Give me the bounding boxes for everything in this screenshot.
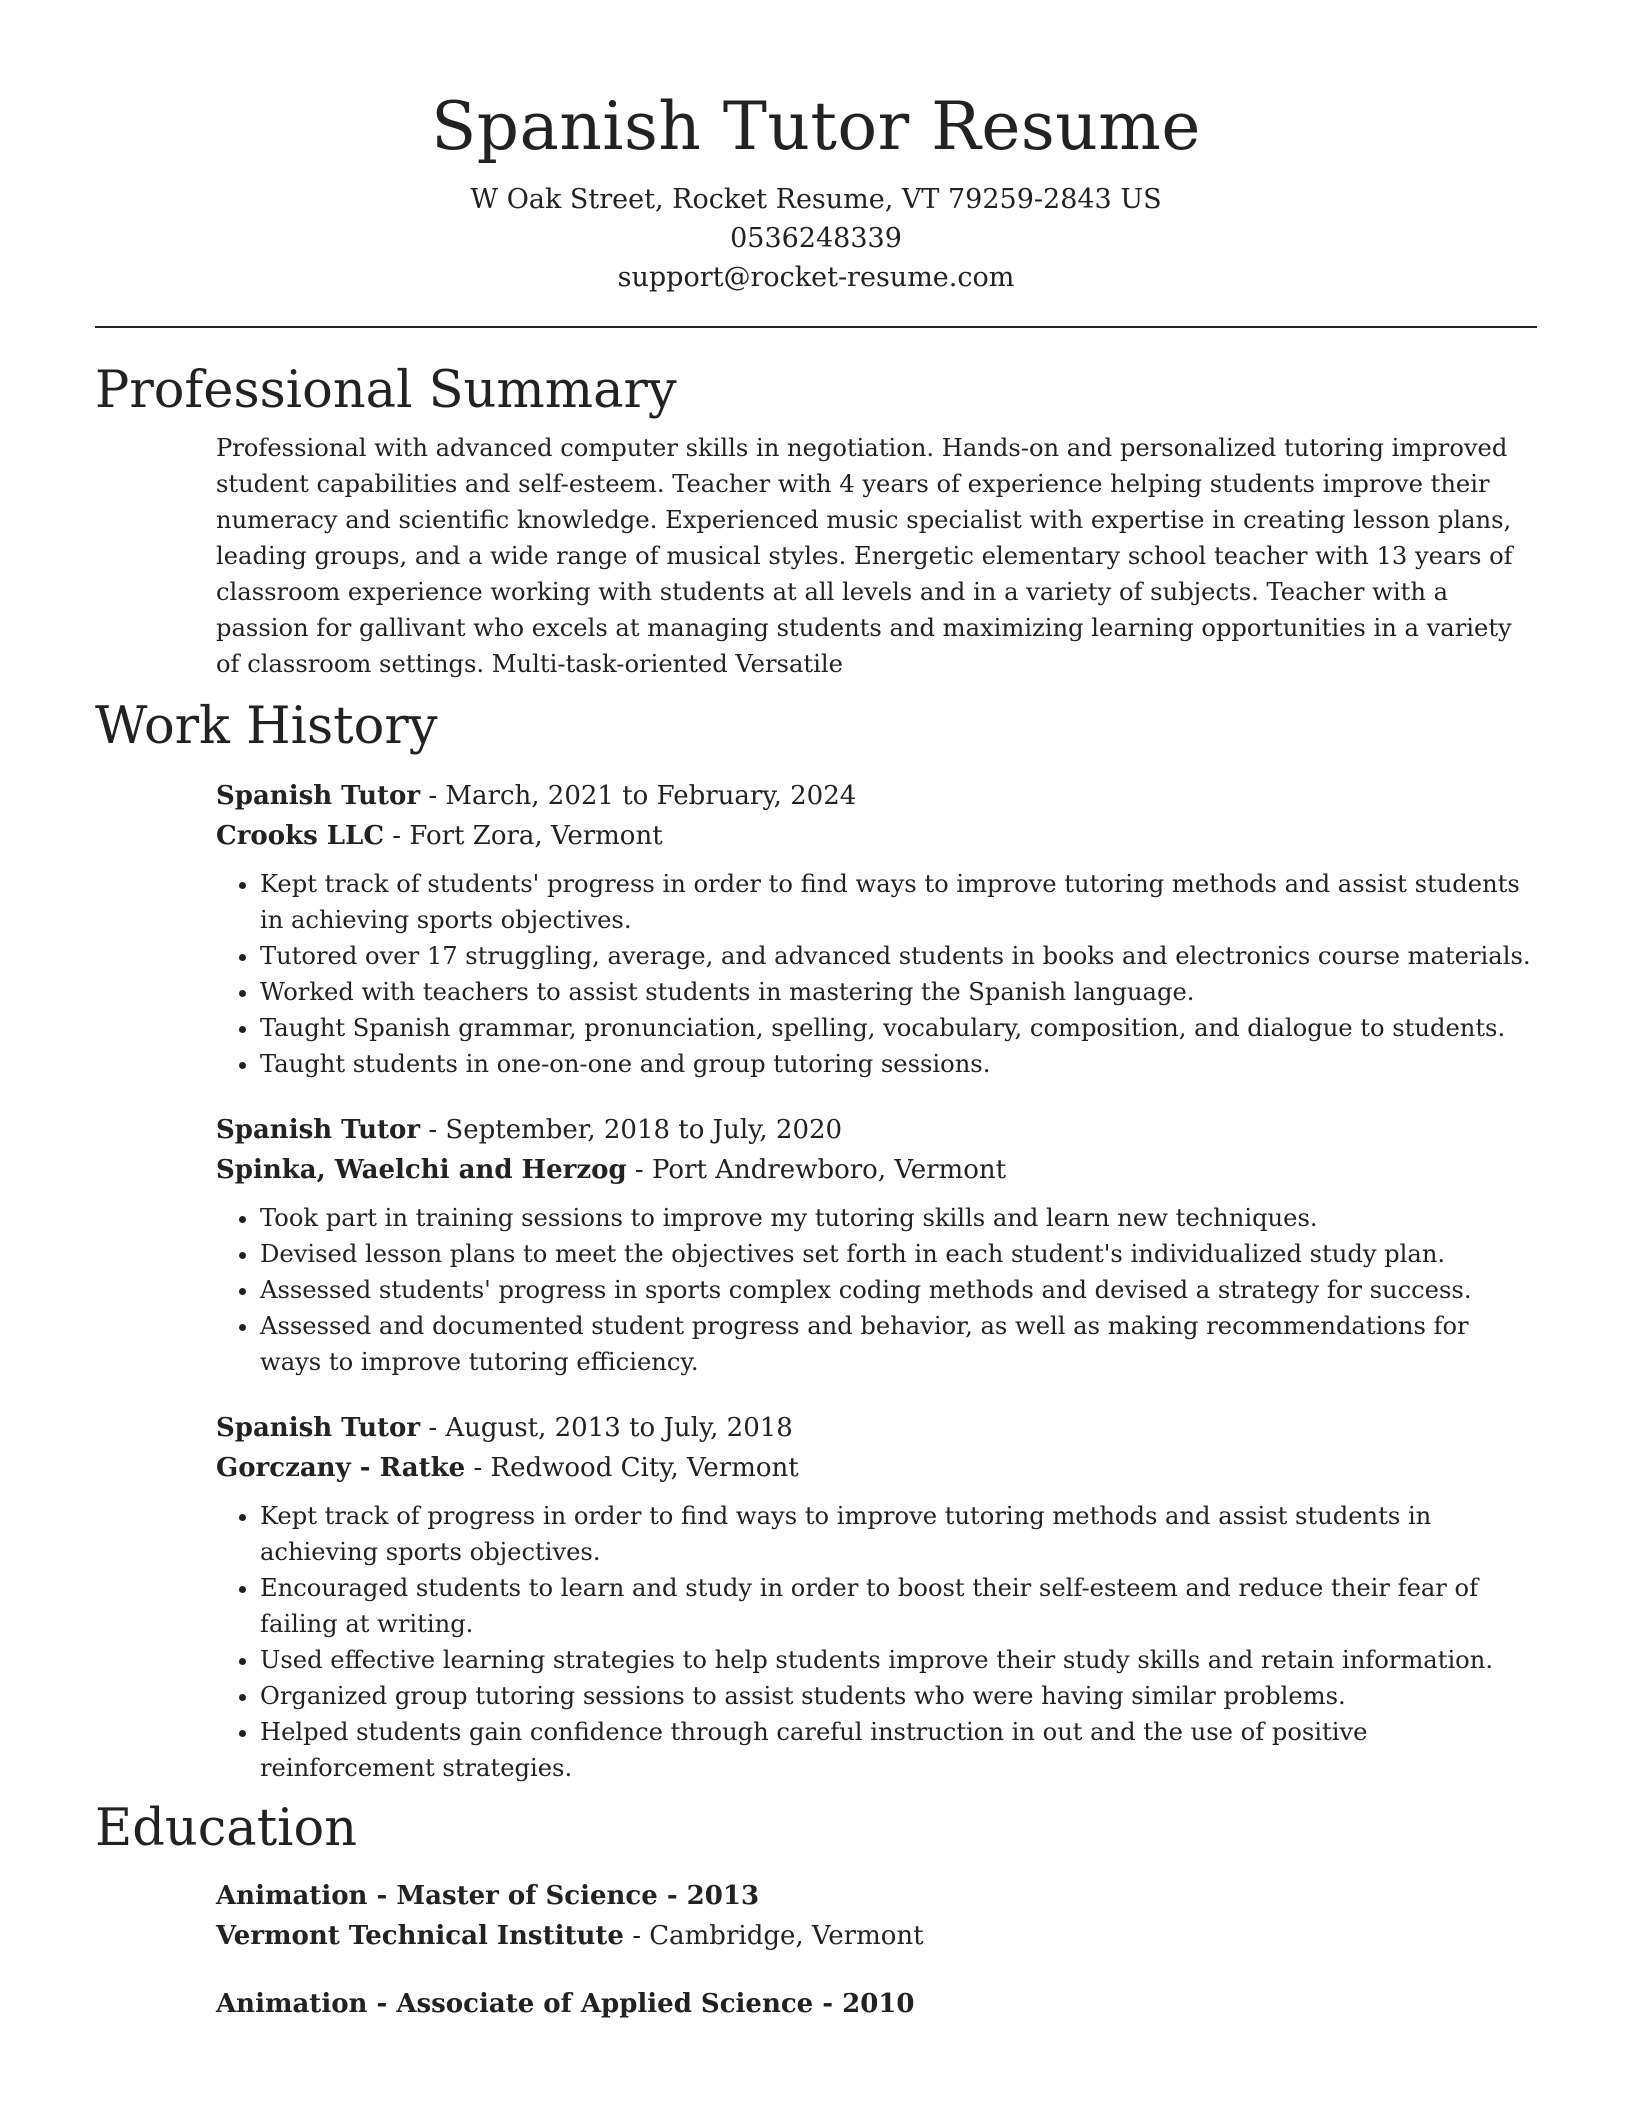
work-history-list xyxy=(216,776,1537,1786)
job-bullet: • Assessed and documented student progress and behavior, as well as making recommendations for ways to improve tutoring efficiency. xyxy=(260,1308,1537,1380)
job-bullet: • Used effective learning strategies to help students improve their study skills and retain information. xyxy=(260,1642,1537,1678)
job-company: Spinka, Waelchi and Herzog xyxy=(216,1155,627,1185)
job-bullet: • Encouraged students to learn and study in order to boost their self-esteem and reduce their fear of failing at writing. xyxy=(260,1570,1537,1642)
education-degree: Animation - Master of Science - 2013 xyxy=(216,1881,760,1911)
resume-header xyxy=(95,0,1537,297)
job-entry xyxy=(216,776,1537,1082)
job-dates: - September, 2018 to July, 2020 xyxy=(420,1115,843,1145)
job-bullet: • Assessed students' progress in sports complex coding methods and devised a strategy for success. xyxy=(260,1272,1537,1308)
education-location: - Cambridge, Vermont xyxy=(623,1921,924,1951)
resume-title: Spanish Tutor Resume xyxy=(431,88,1201,165)
job-bullet: • Taught Spanish grammar, pronunciation, spelling, vocabulary, composition, and dialogue to students. xyxy=(260,1010,1537,1046)
job-company-line xyxy=(216,1448,1537,1488)
job-company-line xyxy=(216,1150,1537,1190)
job-bullet: • Tutored over 17 struggling, average, and advanced students in books and electronics course materials. xyxy=(260,938,1537,974)
job-dates: - August, 2013 to July, 2018 xyxy=(420,1413,793,1443)
education-entry xyxy=(216,1984,1537,2024)
job-title-line xyxy=(216,1110,1537,1150)
job-bullet: • Devised lesson plans to meet the objectives set forth in each student's individualized study plan. xyxy=(260,1236,1537,1272)
contact-email: support@rocket-resume.com xyxy=(617,262,1015,293)
work-history-heading: Work History xyxy=(95,697,438,756)
contact-phone: 0536248339 xyxy=(730,223,902,254)
job-company: Gorczany - Ratke xyxy=(216,1453,466,1483)
job-role: Spanish Tutor xyxy=(216,1115,421,1145)
job-bullet: • Took part in training sessions to improve my tutoring skills and learn new techniques. xyxy=(260,1200,1537,1236)
education-heading: Education xyxy=(95,1799,358,1858)
job-bullet-list xyxy=(216,866,1537,1082)
work-history-section xyxy=(95,696,1537,1786)
education-degree: Animation - Associate of Applied Science - 2010 xyxy=(216,1989,915,2019)
job-bullet: • Taught students in one-on-one and group tutoring sessions. xyxy=(260,1046,1537,1082)
contact-address: W Oak Street, Rocket Resume, VT 79259-2843 US xyxy=(470,184,1162,215)
education-list xyxy=(216,1876,1537,2024)
education-section xyxy=(95,1798,1537,2024)
job-title-line xyxy=(216,1408,1537,1448)
job-title-line xyxy=(216,776,1537,816)
job-company: Crooks LLC xyxy=(216,821,385,851)
job-role: Spanish Tutor xyxy=(216,781,421,811)
job-dates: - March, 2021 to February, 2024 xyxy=(420,781,857,811)
job-location: - Port Andrewboro, Vermont xyxy=(626,1155,1007,1185)
job-bullet: • Helped students gain confidence through careful instruction in out and the use of positive reinforcement strategies. xyxy=(260,1714,1537,1786)
education-entry xyxy=(216,1876,1537,1956)
job-location: - Fort Zora, Vermont xyxy=(384,821,663,851)
education-school: Vermont Technical Institute xyxy=(216,1921,624,1951)
job-company-line xyxy=(216,816,1537,856)
job-bullet: • Organized group tutoring sessions to assist students who were having similar problems. xyxy=(260,1678,1537,1714)
education-school-line xyxy=(216,1916,1537,1956)
job-bullet: • Kept track of progress in order to find ways to improve tutoring methods and assist students in achieving sports objectives. xyxy=(260,1498,1537,1570)
header-divider xyxy=(95,326,1537,328)
contact-info xyxy=(95,180,1537,297)
job-bullet: • Worked with teachers to assist students in mastering the Spanish language. xyxy=(260,974,1537,1010)
summary-heading: Professional Summary xyxy=(95,361,677,420)
job-role: Spanish Tutor xyxy=(216,1413,421,1443)
job-bullet-list xyxy=(216,1498,1537,1786)
job-entry xyxy=(216,1110,1537,1380)
summary-text: Professional with advanced computer skills in negotiation. Hands-on and personalized tutoring improved student capabilities and self-esteem. Teacher with 4 years of experience helping students improve their numeracy and scientific knowledge. Experienced music specialist with expertise in creating lesson plans, leading groups, and a wide range of musical styles. Energetic elementary school teacher with 13 years of classroom experience working with students at all levels and in a variety of subjects. Teacher with a passion for gallivant who excels at managing students and maximizing learning opportunities in a variety of classroom settings. Multi-task-oriented Versatile xyxy=(216,434,1513,678)
summary-section xyxy=(95,360,1537,682)
job-bullet: • Kept track of students' progress in order to find ways to improve tutoring methods and assist students in achieving sports objectives. xyxy=(260,866,1537,938)
job-location: - Redwood City, Vermont xyxy=(465,1453,799,1483)
job-entry xyxy=(216,1408,1537,1786)
job-bullet-list xyxy=(216,1200,1537,1380)
